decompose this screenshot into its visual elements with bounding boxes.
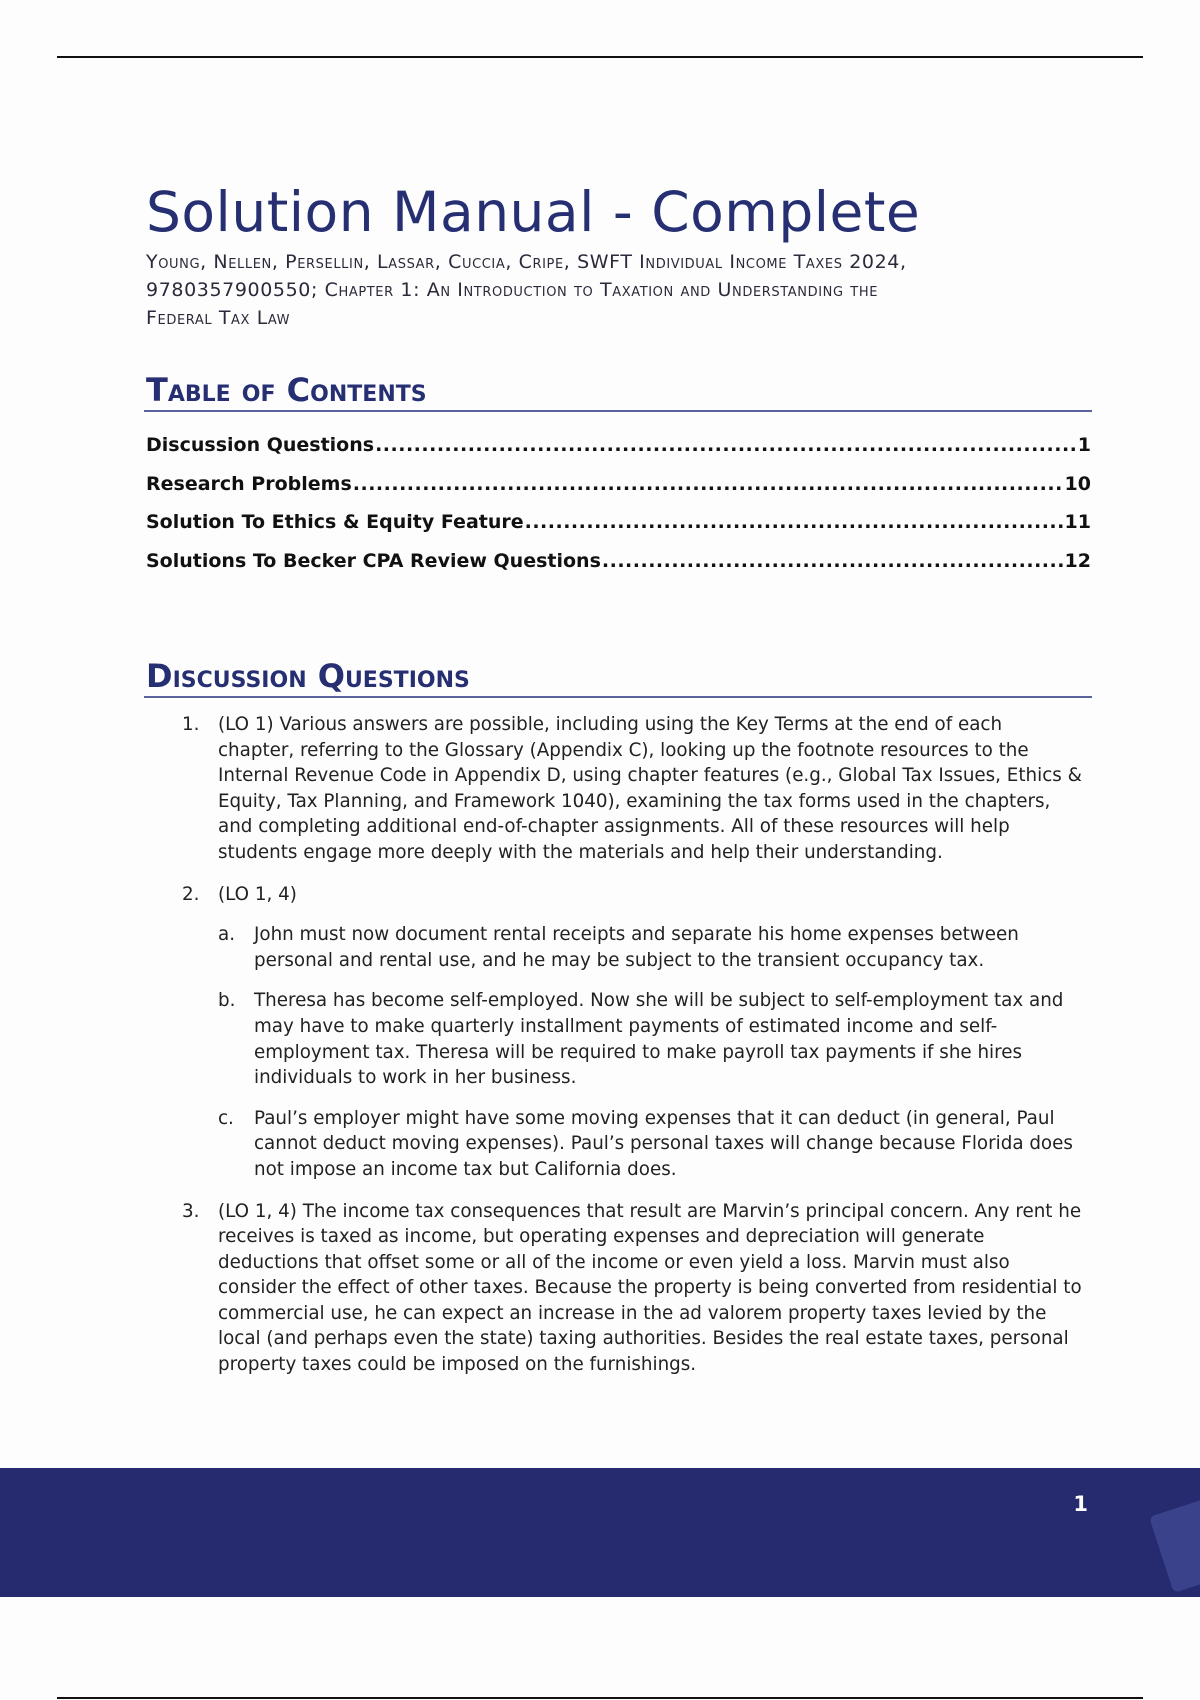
document-subtitle bbox=[146, 248, 1091, 332]
item-number: 3. bbox=[182, 1200, 200, 1222]
toc-heading-rule bbox=[144, 410, 1092, 412]
item-text: (LO 1) Various answers are possible, including using the Key Terms at the end of each chapter, referring to the Glossary (Appendix C), looking up the footnote resources to the Internal Revenue Code in Appendix D, using chapter features (e.g., Global Tax Issues, Ethics & Equity, Tax Planning, and Framework 1040), examining the tax forms used in the chapters, and completing additional end-of-chapter assignments. All of these resources will help students engage more deeply with the materials and help their understanding. bbox=[218, 714, 1082, 863]
discussion-list bbox=[146, 712, 1091, 1378]
toc-leader-dots bbox=[525, 503, 1064, 542]
discussion-questions-heading: Discussion Questions bbox=[146, 657, 470, 695]
page-footer-band bbox=[0, 1468, 1200, 1597]
sub-item bbox=[218, 1106, 1083, 1183]
sub-item bbox=[218, 922, 1083, 973]
toc-leader-dots bbox=[602, 542, 1064, 581]
toc-entry-page: 12 bbox=[1064, 549, 1091, 572]
sub-item-letter: c. bbox=[218, 1107, 234, 1129]
sub-item-letter: a. bbox=[218, 924, 236, 946]
item-body bbox=[218, 882, 1091, 1183]
item-number: 1. bbox=[182, 714, 200, 735]
toc-entry-discussion-questions[interactable] bbox=[146, 426, 1091, 465]
page-number: 1 bbox=[1073, 1492, 1088, 1516]
toc-leader-dots bbox=[375, 426, 1077, 465]
top-rule bbox=[57, 56, 1143, 58]
toc-entry-page: 1 bbox=[1077, 434, 1091, 456]
sub-item-text: Paul’s employer might have some moving expenses that it can deduct (in general, Paul cannot deduct moving expenses). Paul’s personal taxes will change because Florida does not impose an income tax but California does. bbox=[254, 1107, 1073, 1180]
item-number: 2. bbox=[182, 883, 200, 905]
toc-entry-page: 11 bbox=[1064, 511, 1091, 533]
bottom-rule bbox=[57, 1697, 1143, 1699]
sub-item-text: John must now document rental receipts and separate his home expenses between personal and rental use, and he may be subject to the transient occupancy tax. bbox=[254, 924, 1019, 971]
page-content bbox=[146, 180, 1091, 1394]
list-item bbox=[146, 1199, 1091, 1378]
list-item bbox=[146, 882, 1091, 1183]
list-item bbox=[146, 712, 1091, 866]
toc-leader-dots bbox=[353, 465, 1064, 504]
item-text: (LO 1, 4) The income tax consequences that result are Marvin’s principal concern. Any rent he receives is taxed as income, but operating expenses and depreciation will generate deductions that offset some or all of the income or even yield a loss. Marvin must also consider the effect of other taxes. Because the property is being converted from residential to commercial use, he can expect an increase in the ad valorem property taxes levied by the local (and perhaps even the state) taxing authorities. Besides the real estate taxes, personal property taxes could be imposed on the furnishings. bbox=[218, 1200, 1082, 1376]
discussion-heading-rule bbox=[144, 696, 1092, 698]
toc-entry-research-problems[interactable] bbox=[146, 465, 1091, 504]
sub-item bbox=[218, 988, 1083, 1090]
toc-entry-page: 10 bbox=[1064, 472, 1091, 495]
item-text: (LO 1, 4) bbox=[218, 883, 297, 905]
sub-item-letter: b. bbox=[218, 990, 236, 1012]
subtitle-line: 9780357900550; Chapter 1: An Introduction to Taxation and Understanding the bbox=[146, 279, 879, 301]
toc-entry-label: Solutions To Becker CPA Review Questions bbox=[146, 549, 601, 572]
toc-heading: Table of Contents bbox=[146, 371, 427, 409]
toc-entry-becker-cpa[interactable] bbox=[146, 542, 1091, 581]
toc-entry-label: Research Problems bbox=[146, 472, 352, 495]
table-of-contents bbox=[146, 426, 1091, 580]
sub-item-text: Theresa has become self-employed. Now she will be subject to self-employment tax and may have to make quarterly installment payments of estimated income and self-employment tax. Theresa will be required to make payroll tax payments if she hires individuals to work in her business. bbox=[254, 990, 1064, 1089]
subtitle-line: Young, Nellen, Persellin, Lassar, Cuccia, Cripe, SWFT Individual Income Taxes 2024, bbox=[146, 251, 907, 273]
document-title: Solution Manual - Complete bbox=[146, 180, 921, 244]
subtitle-line: Federal Tax Law bbox=[146, 307, 291, 329]
toc-entry-label: Discussion Questions bbox=[146, 434, 375, 456]
toc-entry-label: Solution To Ethics & Equity Feature bbox=[146, 511, 524, 533]
toc-entry-ethics-equity[interactable] bbox=[146, 503, 1091, 542]
decorative-corner-shape bbox=[1149, 1499, 1200, 1593]
